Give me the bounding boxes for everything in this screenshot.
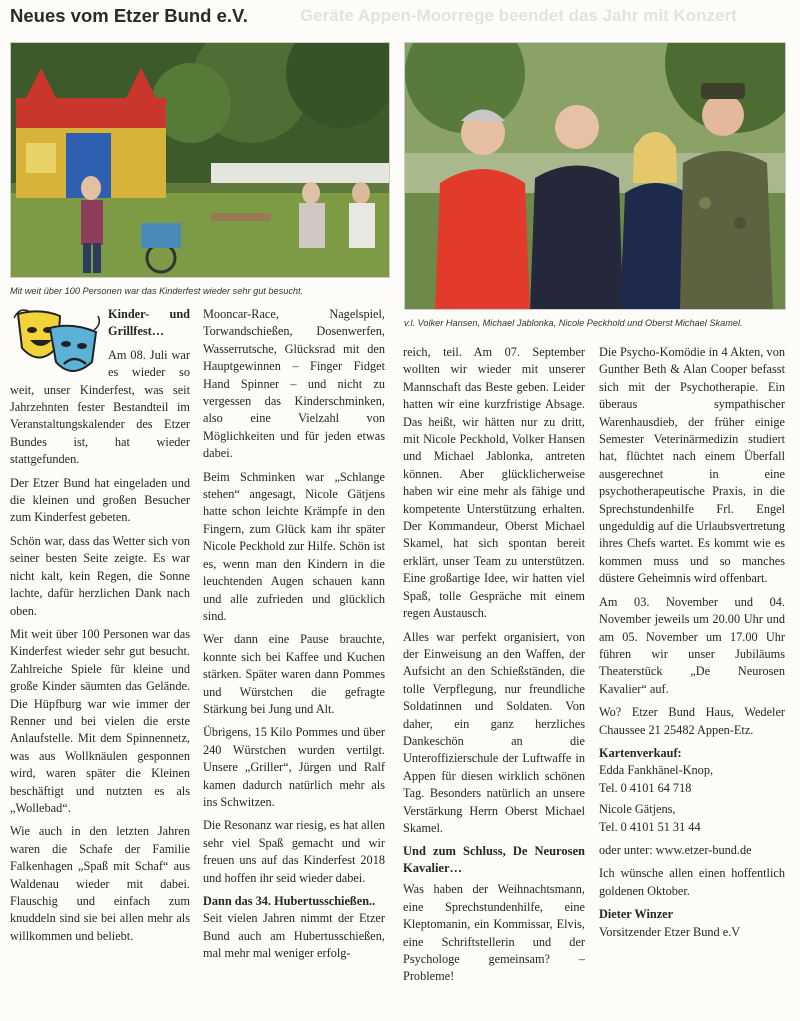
paragraph: Am 08. Juli war es wieder so weit, unser Kinderfest, was seit Jahrzehnten fester Bestandteil im Veranstaltungskalender des Etzer Bundes ist, hat wieder stattgefunden. [10,347,190,467]
paragraph: Seit vielen Jahren nimmt der Etzer Bund auch am Hubertusschießen, mal mehr mal weniger erfolg- [203,911,385,961]
column-3 [403,344,585,992]
paragraph: Die Resonanz war riesig, es hat allen sehr viel Spaß gemacht und wir freuen uns auf das Kinderfest 2018 und hoffen ihr seid wieder dabei. [203,818,385,885]
kinderfest-caption: Mit weit über 100 Personen war das Kinderfest wieder sehr gut besucht. [10,286,304,296]
paragraph: Am 03. November und 04. November jeweils um 20.00 Uhr und am 05. November um 17.00 Uhr führen wir unser Jubiläums Theaterstück „De Neurosen Kavalier“ auf. [599,594,785,696]
contact-phone: Tel. 0 4101 51 31 44 [599,819,701,834]
paragraph: Was haben der Weihnachtsmann, eine Sprechstundenhilfe, eine Kleptomanin, ein Kommissar, Elvis, eine Schriftstellerin und der Psychologe gemeinsam? – Probleme! [403,882,585,984]
paragraph: Ich wünsche allen einen hoffentlich goldenen Oktober. [599,866,785,898]
team-caption: v.l. Volker Hansen, Michael Jablonka, Nicole Peckhold und Oberst Michael Skamel. [404,318,743,328]
kinderfest-photo [10,42,390,278]
background-headline: Geräte Appen-Moorrege beendet das Jahr mit Konzert [300,6,737,25]
paragraph: Schön war, dass das Wetter sich von seiner besten Seite zeigte. Es war nicht kalt, kein Regen, die Sonne lachte, dafür herzlichen Dank nach oben. [10,533,190,618]
paragraph: Wo? Etzer Bund Haus, Wedeler Chaussee 21 25482 Appen-Etz. [599,705,785,737]
neurosen-heading: Und zum Schluss, De Neurosen Kavalier… [403,844,585,876]
column-2 [203,306,385,969]
kinderfest-heading: Kinder- und Grillfest… [108,307,190,339]
paragraph: reich, teil. Am 07. September wollten wir wieder mit unserer Mannschaft das Beste geben. Leider hatten wir eine kurzfristige Absage. Das heißt, wir hätten nur zu dritt, mit Nicole Peckhold, Volker Hansen und Michael Jablonka, antreten können. Aber glücklicherweise haben wir eine mehr als fähige und kompetente Unterstützung erhalten. Der Kommandeur, Oberst Michael Skamel, hat sich spontan bereit erklärt, unser Team zu unterstützen. Eine großartige Idee, wir hatten viel Spaß, tolle Gespräche mit einem regen Austausch. [403,345,585,621]
paragraph: Mooncar-Race, Nagelspiel, Torwandschießen, Dosenwerfen, Wasserrutsche, Glücksrad mit den Hauptgewinnen – Finger Fidget Hand Spinner – und nicht zu vergessen das Kinderschminken, also eine Vielzahl von Möglichkeiten und für jeden etwas dabei. [203,307,385,461]
paragraph: Beim Schminken war „Schlange stehen“ angesagt, Nicole Gätjens hatte schon leichte Krämpfe in den Fingern, zum Glück kam ihr später Nicole Peckhold zur Hilfe. Schön ist es, wenn man den Kindern in die leuchtenden Augen schauen kann und alle zufrieden und glücklich sind. [203,469,385,623]
contact-phone: Tel. 0 4101 64 718 [599,780,692,795]
paragraph: Mit weit über 100 Personen war das Kinderfest wieder sehr gut besucht. Zahlreiche Spiele für kleine und große Kinder säumten das Gelände. Die Hüpfburg war wie immer der Renner und bei vielen die erste Anlaufstelle. Mit dem Spinnennetz, was aus Wollknäulen gesponnen wird, waren später die Kleinen beschäftigt und nutzten es als „Wollebad“. [10,626,190,815]
paragraph: Alles war perfekt organisiert, von der Einweisung an den Waffen, der Aufsicht an den Schießständen, die tolle Verpflegung, nur freundliche Soldatinnen und Soldaten. Von daher, ein ganz herzliches Dankeschön an die Unteroffizierschule der Luftwaffe in Appen für diesen wirklich schönen Tag. Besonders natürlich an unsere Verstärkung Herrn Oberst Michael Skamel. [403,629,585,835]
paragraph: Der Etzer Bund hat eingeladen und die kleinen und großen Besucher zum Kinderfest gebeten. [10,475,190,525]
column-4 [599,344,785,941]
paragraph: Wer dann eine Pause brauchte, konnte sich bei Kaffee und Kuchen stärken. Später waren dann Pommes und Würstchen die gefragte Stärkung bei Jung und Alt. [203,632,385,716]
page-title: Neues vom Etzer Bund e.V. [10,5,254,27]
contact-name: Nicole Gätjens, [599,802,676,817]
hubertus-heading: Dann das 34. Hubertusschießen.. [203,894,376,908]
theater-masks-icon [10,306,102,378]
paragraph: Die Psycho-Komödie in 4 Akten, von Gunther Beth & Alan Cooper befasst sich mit der Psychotherapie. Ein überaus sympathischer Warenhausdieb, der früher einige Semester Veterinärmedizin studiert hat, flüchtet nach einem Überfall ausgerechnet in eine psychotherapeutische Praxis, in die Sprechstundenhilfe Frl. Engel ungeduldig auf die Urlaubsvertretung ihres Chefs wartet. Es kommt wie es kommen muss und so manches düstere Geheimnis wird offenbart. [599,345,785,586]
paragraph: Übrigens, 15 Kilo Pommes und über 240 Würstchen wurden vertilgt. Unsere „Griller“, Jürgen und Ralf kamen dadurch natürlich mehr als ins Schwitzen. [203,725,385,809]
column-1 [10,306,190,951]
paragraph: Wie auch in den letzten Jahren waren die Schafe der Familie Falkenhagen „Spaß mit Schaf“ aus Waldenau wieder mit dabei. Flauschig und einfach zum knuddeln sind sie bei allen mehr als willkommen und beliebt. [10,824,190,943]
signature-name: Dieter Winzer [599,907,674,922]
team-photo [404,42,786,310]
contact-name: Edda Fankhänel-Knop, [599,763,714,778]
ticket-heading: Kartenverkauf: [599,745,682,760]
website-text: oder unter: www.etzer-bund.de [599,842,752,857]
ticket-info [599,745,785,836]
signature-role: Vorsitzender Etzer Bund e.V [599,924,741,939]
